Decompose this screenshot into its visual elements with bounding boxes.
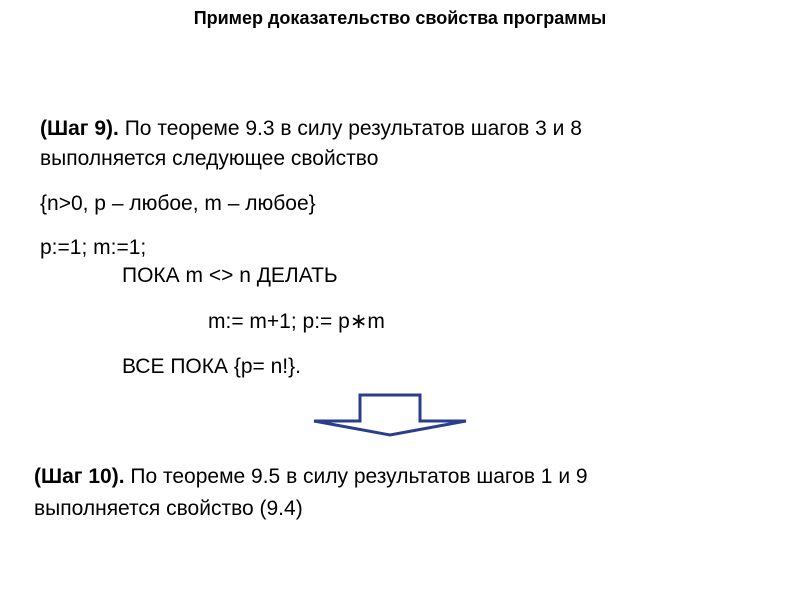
step10-text-line1: По теореме 9.5 в силу результатов шагов 1 и 9 xyxy=(124,465,588,488)
step9-text-line2: выполняется следующее свойство xyxy=(40,147,379,170)
step10-line1 xyxy=(34,465,588,489)
page-title: Пример доказательство свойства программы xyxy=(193,8,607,28)
code-init: p:=1; m:=1; xyxy=(40,236,147,259)
step10-label: (Шаг 10). xyxy=(34,465,125,488)
step10-text-line2: выполняется свойство (9.4) xyxy=(34,497,303,520)
step9-line1 xyxy=(40,117,582,141)
down-arrow-icon xyxy=(312,393,468,437)
precondition: {n>0, p – любое, m – любое} xyxy=(40,192,316,215)
step9-text-line1: По теореме 9.3 в силу результатов шагов 3 и 8 xyxy=(118,117,582,140)
code-end: ВСЕ ПОКА {p= n!}. xyxy=(122,355,301,378)
step9-label: (Шаг 9). xyxy=(40,117,119,140)
code-body: m:= m+1; p:= p∗m xyxy=(208,310,385,333)
code-while: ПОКА m <> n ДЕЛАТЬ xyxy=(122,264,338,287)
